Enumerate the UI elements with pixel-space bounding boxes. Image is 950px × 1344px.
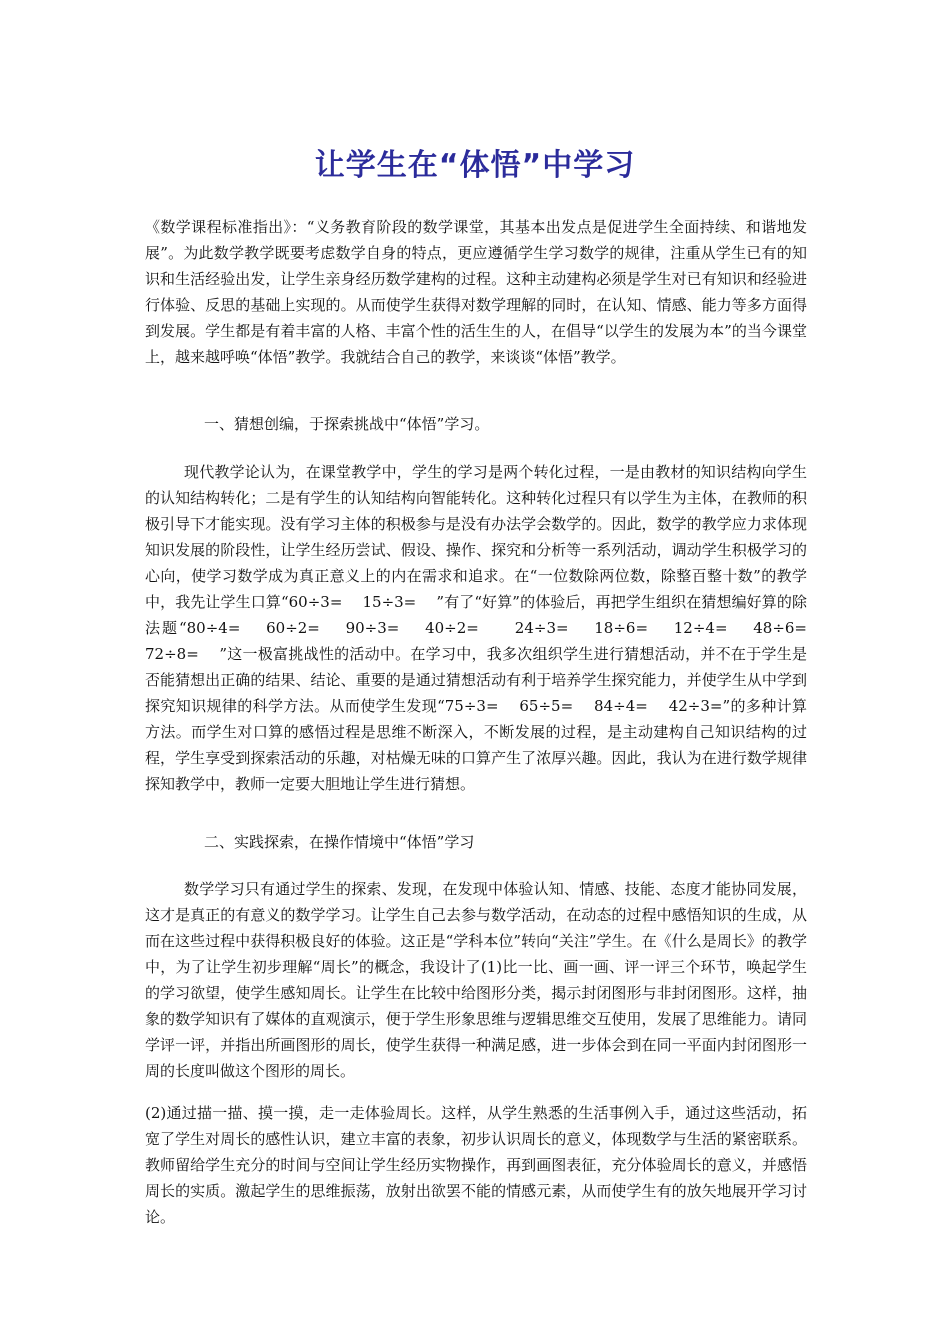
section-1-paragraph: 现代教学论认为，在课堂教学中，学生的学习是两个转化过程，一是由教材的知识结构向学生的认知结构转化；二是有学生的认知结构向智能转化。这种转化过程只有以学生为主体，在教师的积极引导下才能实现。没有学习主体的积极参与是没有办法学会数学的。因此，数学的教学应力求体现知识发展的阶段性，让学生经历尝试、假设、操作、探究和分析等一系列活动，调动学生积极学习的心向，使学习数学成为真正意义上的内在需求和追求。在“一位数除两位数，除整百整十数”的教学中，我先让学生口算“60÷3= 15÷3= ”有了“好算”的体验后，再把学生组织在猜想编好算的除法题“80÷4= 60÷2= 90÷3= 40÷2= 24÷3= 18÷6= 12÷4= 48÷6= 72÷8= ”这一极富挑战性的活动中。在学习中，我多次组织学生进行猜想活动，并不在于学生是否能猜想出正确的结果、结论、重要的是通过猜想活动有利于培养学生探究能力，并使学生从中学到探究知识规律的科学方法。从而使学生发现“75÷3= 65÷5= 84÷4= 42÷3=”的多种计算方法。而学生对口算的感悟过程是思维不断深入，不断发展的过程，是主动建构自己知识结构的过程，学生享受到探索活动的乐趣，对枯燥无味的口算产生了浓厚兴趣。因此，我认为在进行数学规律探知教学中，教师一定要大胆地让学生进行猜想。 [145, 463, 827, 793]
section-2-paragraph-continued: (2)通过描一描、摸一摸，走一走体验周长。这样，从学生熟悉的生活事例入手，通过这些活动，拓宽了学生对周长的感性认识，建立丰富的表象，初步认识周长的意义，体现数学与生活的紧密联系。教师留给学生充分的时间与空间让学生经历实物操作，再到画图表征，充分体验周长的意义，并感悟周长的实质。激起学生的思维振荡，放射出欲罢不能的情感元素，从而使学生有的放矢地展开学习讨论。 [145, 1104, 807, 1226]
document-title: 让学生在“体悟”中学习 [314, 148, 636, 183]
section-heading-2: 二、实践探索，在操作情境中“体悟”学习 [204, 833, 475, 851]
section-heading-1: 一、猜想创编，于探索挑战中“体悟”学习。 [204, 415, 490, 433]
intro-paragraph: 《数学课程标准指出》：“义务教育阶段的数学课堂，其基本出发点是促进学生全面持续、和谐地发展”。为此数学教学既要考虑数学自身的特点，更应遵循学生学习数学的规律，注重从学生已有的知识和生活经验出发，让学生亲身经历数学建构的过程。这种主动建构必须是学生对已有知识和经验进行体验、反思的基础上实现的。从而使学生获得对数学理解的同时，在认知、情感、能力等多方面得到发展。学生都是有着丰富的人格、丰富个性的活生生的人，在倡导“以学生的发展为本”的当今课堂上，越来越呼唤“体悟”教学。我就结合自己的教学，来谈谈“体悟”教学。 [145, 218, 807, 366]
section-2-paragraph: 数学学习只有通过学生的探索、发现，在发现中体验认知、情感、技能、态度才能协同发展，这才是真正的有意义的数学学习。让学生自己去参与数学活动，在动态的过程中感悟知识的生成，从而在这些过程中获得积极良好的体验。这正是“学科本位”转向“关注”学生。在《什么是周长》的教学中，为了让学生初步理解“周长”的概念，我设计了(1)比一比、画一画、评一评三个环节，唤起学生的学习欲望，使学生感知周长。让学生在比较中给图形分类，揭示封闭图形与非封闭图形。这样，抽象的数学知识有了媒体的直观演示，便于学生形象思维与逻辑思维交互使用，发展了思维能力。请同学评一评，并指出所画图形的周长，使学生获得一种满足感，进一步体会到在同一平面内封闭图形一周的长度叫做这个图形的周长。 [145, 880, 807, 1080]
